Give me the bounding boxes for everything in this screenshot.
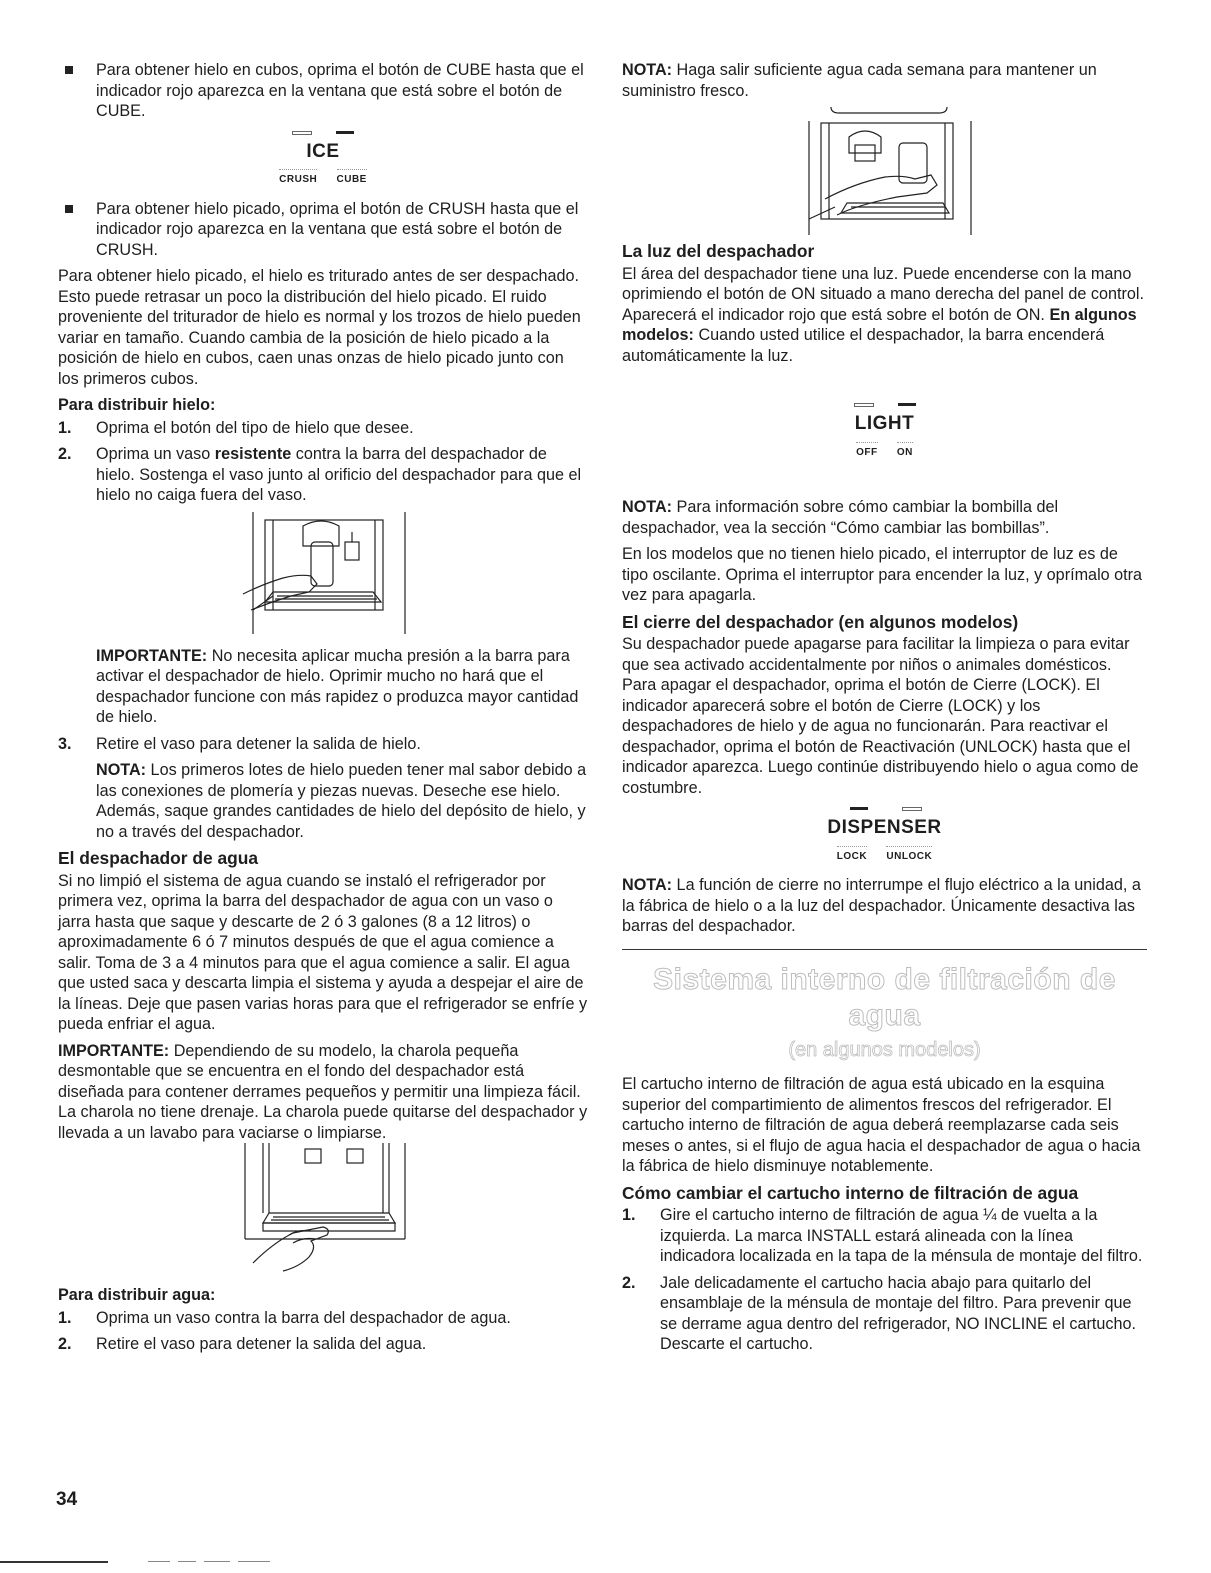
heading-water-dispensing: Para distribuir agua: xyxy=(58,1286,216,1304)
note-bulb: NOTA: Para información sobre cómo cambiar la bombilla del despachador, vea la sección “Cómo cambiar las bombillas”. xyxy=(622,498,1059,537)
note-weekly-water: NOTA: Haga salir suficiente agua cada semana para mantener un suministro fresco. xyxy=(622,61,1097,100)
indicator-off-icon xyxy=(854,403,874,407)
right-column xyxy=(622,60,1147,1361)
filter-step-2: 2. Jale delicadamente el cartucho hacia abajo para quitarlo del ensamblaje de la ménsula de montaje del filtro. Para prevenir que se derrame agua dentro del refrigerador, NO INCLINE el cartucho. Descarte el cartucho. xyxy=(622,1273,1136,1353)
section-subtitle: (en algunos modelos) xyxy=(788,1038,981,1061)
paragraph-water: Si no limpió el sistema de agua cuando se instaló el refrigerador por primera vez, oprima la barra del despachador de agua con un vaso o jarra hasta que saque y descarte de 2 ó 3 galones (8 a 12 litros) o aproximadamente 6 ó 7 minutos después de que el agua comience a salir. Toma de 3 a 4 minutos para que el agua comience a salir. El agua que usted saca y descarta limpia el sistema y ayuda a despejar el aire de la líneas. Deje que pasen varias horas para que el refrigerador se enfríe y pueda enfriar el agua. xyxy=(58,871,588,1033)
footer-mark xyxy=(148,1561,170,1562)
water-glass-illustration xyxy=(795,107,975,235)
paragraph-crushed-ice: Para obtener hielo picado, el hielo es triturado antes de ser despachado. Esto puede retrasar un poco la distribución del hielo picado. El ruido proveniente del triturador de hielo es normal y los trozos de hielo pueden variar en tamaño. Cuando cambia de la posición de hielo picado a la posición de hielo en cubos, caen unas onzas de hielo picado junto con los primeros cubos. xyxy=(58,267,581,388)
step-1: 1. Oprima el botón del tipo de hielo que desee. xyxy=(58,418,414,437)
section-title: Sistema interno de filtración de agua xyxy=(653,962,1116,1032)
paragraph-light: El área del despachador tiene una luz. Puede encenderse con la mano oprimiendo el botón de ON situado a mano derecha del panel de control. Aparecerá el indicador rojo que está sobre el botón de ON. En algunos modelos: Cuando usted utilice el despachador, la barra encenderá automáticamente la luz. xyxy=(622,264,1144,365)
important-note-2: IMPORTANTE: Dependiendo de su modelo, la charola pequeña desmontable que se encuentra en el fondo del despachador está diseñada para contener derrames pequeños y permitir una limpieza fácil. La charola no tiene drenaje. La charola puede quitarse del despachador y llevada a un lavabo para vaciarse o limpiarse. xyxy=(58,1041,588,1142)
ice-panel xyxy=(58,128,588,191)
step-3: 3. Retire el vaso para detener la salida de hielo. xyxy=(58,734,421,753)
bullet-cube: Para obtener hielo en cubos, oprima el botón de CUBE hasta que el indicador rojo aparezca en la ventana que está sobre el botón de CUBE. xyxy=(58,60,588,122)
lock-button[interactable]: LOCK xyxy=(837,846,867,862)
water-step-2: 2. Retire el vaso para detener la salida del agua. xyxy=(58,1335,427,1353)
footer-mark xyxy=(178,1561,196,1562)
paragraph-rocker-switch: En los modelos que no tienen hielo picado, el interruptor de luz es de tipo oscilante. Oprima el interruptor para encender la luz, y oprímalo otra vez para apagarla. xyxy=(622,545,1143,604)
light-panel-title: LIGHT xyxy=(854,413,915,434)
important-note-1: IMPORTANTE: No necesita aplicar mucha presión a la barra para activar el despachador de hielo. Oprimir mucho no hará que el despachador funcione con más rapidez o produzca mayor cantidad de hielo. xyxy=(96,646,579,726)
on-button[interactable]: ON xyxy=(897,442,913,458)
dispenser-panel xyxy=(622,804,1147,867)
heading-change-filter: Cómo cambiar el cartucho interno de filtración de agua xyxy=(622,1182,1079,1203)
heading-dispenser-lock: El cierre del despachador (en algunos modelos) xyxy=(622,611,1019,632)
indicator-off-icon xyxy=(902,807,922,811)
bullet-square-icon xyxy=(65,205,73,213)
footer-mark xyxy=(204,1561,230,1562)
indicator-on-icon xyxy=(336,131,354,134)
crush-button[interactable]: CRUSH xyxy=(279,169,317,185)
heading-dispenser-light: La luz del despachador xyxy=(622,241,815,261)
off-button[interactable]: OFF xyxy=(856,442,878,458)
light-panel xyxy=(622,400,1147,463)
footer-rule xyxy=(0,1561,108,1563)
footer-mark xyxy=(238,1561,270,1562)
paragraph-lock: Su despachador puede apagarse para facilitar la limpieza o para evitar que sea activado accidentalmente por niños o animales domésticos. Para apagar el despachador, oprima el botón de Cierre (LOCK). El indicador aparecerá sobre el botón de Cierre (LOCK) y los despachadores de hielo y de agua no funcionarán. Para reactivar el despachador, oprima el botón de Reactivación (UNLOCK) hasta que el indicador aparezca. Luego continúe distribuyendo hielo o agua como de costumbre. xyxy=(622,635,1139,797)
bullet-square-icon xyxy=(65,66,73,74)
water-step-1: 1. Oprima un vaso contra la barra del despachador de agua. xyxy=(58,1308,511,1327)
left-column xyxy=(58,60,588,1361)
heading-water-dispenser: El despachador de agua xyxy=(58,848,259,868)
paragraph-filter: El cartucho interno de filtración de agua está ubicado en la esquina superior del compartimiento de alimentos frescos del refrigerador. El cartucho interno de filtración de agua deberá reemplazarse cada seis meses o antes, si el flujo de agua hacia el despachador de agua o hacia la fábrica de hielo disminuye notablemente. xyxy=(622,1075,1141,1175)
ice-panel-title: ICE xyxy=(306,140,340,162)
indicator-off-icon xyxy=(292,131,312,135)
heading-ice-dispensing: Para distribuir hielo: xyxy=(58,396,216,414)
section-divider xyxy=(622,949,1147,950)
bullet-crush: Para obtener hielo picado, oprima el botón de CRUSH hasta que el indicador rojo aparezca en la ventana que está sobre el botón de CRUSH. xyxy=(58,199,588,261)
cube-button[interactable]: CUBE xyxy=(337,169,367,185)
page-number: 34 xyxy=(56,1489,78,1510)
step-2: 2. Oprima un vaso resistente contra la barra del despachador de hielo. Sostenga el vaso junto al orificio del despachador para que el hielo no caiga fuera del vaso. xyxy=(58,445,582,504)
ice-dispenser-illustration xyxy=(233,512,413,634)
unlock-button[interactable]: UNLOCK xyxy=(886,846,932,862)
indicator-on-icon xyxy=(898,403,916,406)
filter-step-1: 1. Gire el cartucho interno de filtración de agua ¼ de vuelta a la izquierda. La marca INSTALL estará alineada con la línea indicadora localizada en la tapa de la ménsula de montaje del filtro. xyxy=(622,1206,1143,1265)
water-tray-illustration xyxy=(233,1143,413,1273)
dispenser-panel-title: DISPENSER xyxy=(827,817,942,838)
note-lock: NOTA: La función de cierre no interrumpe el flujo eléctrico a la unidad, a la fábrica de hielo o a la luz del despachador. Únicamente desactiva las barras del despachador. xyxy=(622,876,1141,935)
note-first-batches: NOTA: Los primeros lotes de hielo pueden tener mal sabor debido a las conexiones de plomería y piezas nuevas. Deseche ese hielo. Además, saque grandes cantidades de hielo del depósito de hielo, y no a través del despachador. xyxy=(96,761,587,841)
indicator-on-icon xyxy=(850,807,868,810)
